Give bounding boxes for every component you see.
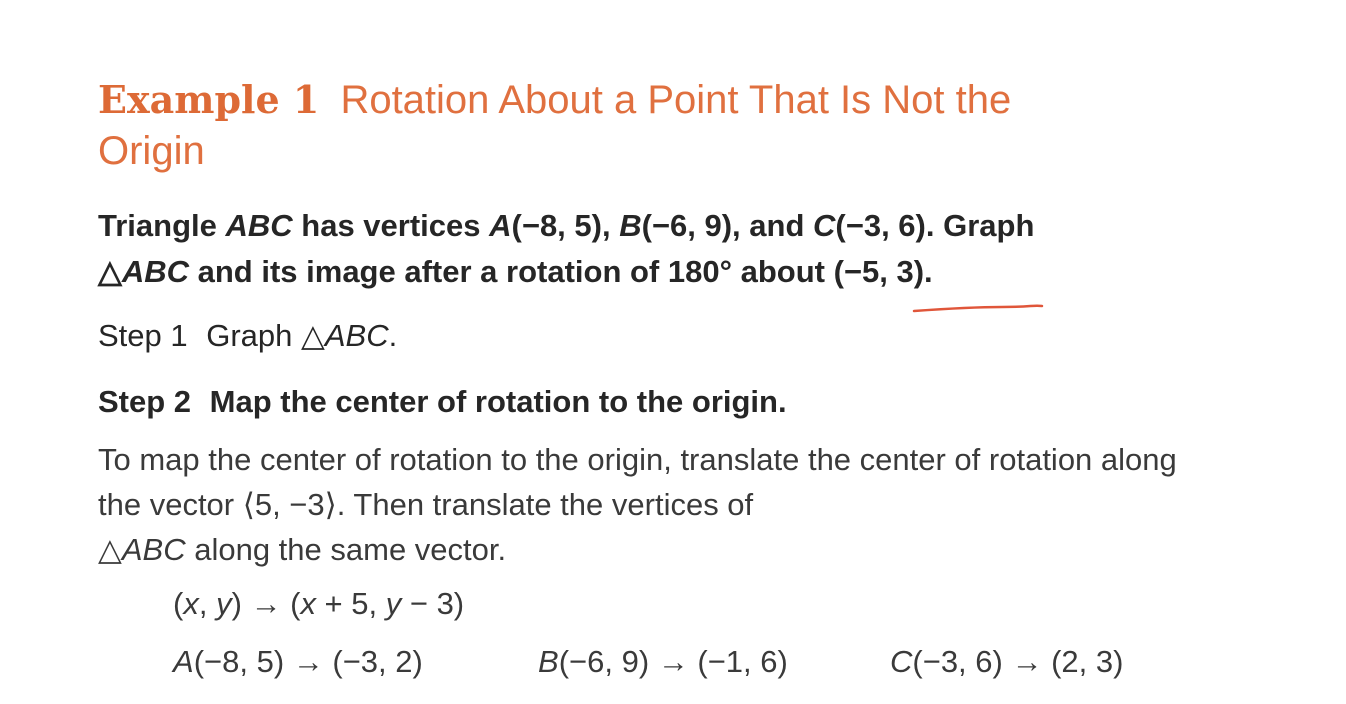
rule-part: + 5,: [315, 586, 386, 621]
rotation-center: (−5, 3).: [833, 254, 933, 289]
rule-part: − 3): [401, 586, 465, 621]
step-1-label: Step 1: [98, 318, 188, 353]
mapping-vertex: B: [538, 644, 559, 679]
vertex-b-label: B: [619, 208, 642, 243]
triangle-symbol: △: [98, 532, 122, 567]
example-label: Example 1: [98, 77, 320, 122]
example-title: Rotation About a Point That Is Not the Origin: [98, 78, 1012, 173]
mapping-b: [538, 644, 788, 680]
step-1-text-end: .: [388, 318, 398, 353]
vertex-b-coords: (−6, 9), and: [641, 208, 814, 243]
vertex-c-coords: (−3, 6). Graph: [835, 208, 1035, 243]
triangle-name: ABC: [121, 532, 186, 567]
underline-stroke: [914, 306, 1042, 311]
problem-text: Triangle: [98, 208, 226, 243]
mapping-vertex: A: [173, 644, 194, 679]
rule-var-x: x: [183, 586, 199, 621]
vertex-a-coords: (−8, 5),: [511, 208, 620, 243]
mapping-a: [173, 644, 423, 680]
rule-part: ,: [198, 586, 217, 621]
rule-part: (: [173, 586, 184, 621]
step-1-text: Graph △: [206, 318, 325, 353]
triangle-name: ABC: [225, 208, 293, 243]
handwritten-underline: [912, 303, 1044, 315]
mapping-vertex: C: [890, 644, 913, 679]
example-heading: [98, 74, 1098, 177]
rule-part: ) → (: [231, 586, 301, 621]
problem-text: has vertices: [292, 208, 490, 243]
explanation-paragraph: [98, 437, 1198, 572]
mapping-text: (−3, 6) → (2, 3): [912, 644, 1124, 679]
mapping-text: (−6, 9) → (−1, 6): [558, 644, 788, 679]
explanation-text: To map the center of rotation to the origin, translate the center of rotation along the vector ⟨5, −3⟩. Then translate the vertices of: [98, 442, 1177, 522]
vertex-c-label: C: [813, 208, 836, 243]
triangle-name: ABC: [324, 318, 389, 353]
step-2-text: Map the center of rotation to the origin.: [209, 384, 787, 419]
step-2: [98, 384, 787, 420]
rule-var-y: y: [385, 586, 402, 621]
step-1: [98, 318, 397, 354]
triangle-symbol: △: [98, 254, 122, 289]
rule-var-x: x: [300, 586, 316, 621]
translation-rule: [173, 586, 464, 622]
rule-var-y: y: [216, 586, 232, 621]
problem-text: and its image after a rotation of 180° about: [189, 254, 834, 289]
vertex-a-label: A: [489, 208, 512, 243]
triangle-name: ABC: [121, 254, 190, 289]
problem-statement: [98, 203, 1218, 295]
mapping-c: [890, 644, 1123, 680]
mapping-text: (−8, 5) → (−3, 2): [193, 644, 423, 679]
explanation-text-end: along the same vector.: [185, 532, 507, 567]
step-2-label: Step 2: [98, 384, 192, 419]
